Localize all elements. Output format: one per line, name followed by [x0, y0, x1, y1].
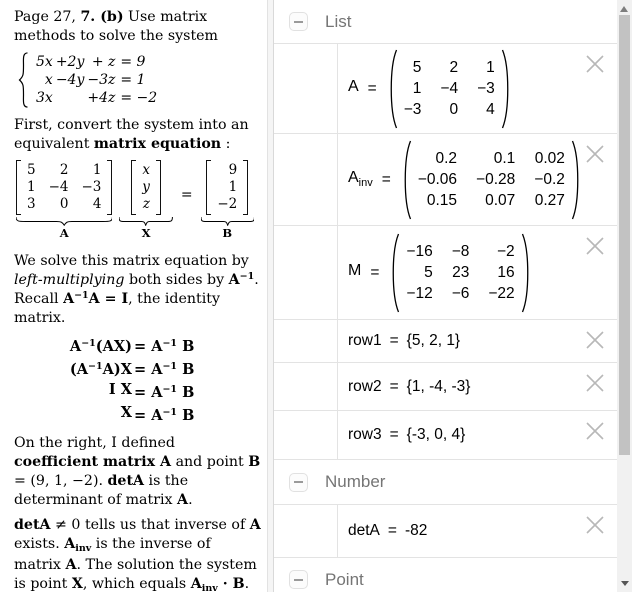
equals-sign: =	[381, 170, 391, 188]
equation-term: −3z	[87, 72, 116, 89]
close-icon	[584, 514, 606, 536]
item-name: row3	[348, 426, 382, 443]
derivation-rhs: = $A^{-1}$ B	[134, 406, 195, 424]
delete-item-button[interactable]	[584, 53, 606, 75]
equation-term: = 9	[120, 54, 146, 71]
note-paragraph-intro: Page 27, 7. (b) Use matrix methods to solve the system	[14, 9, 219, 45]
delete-item-button[interactable]	[584, 143, 606, 165]
matrix-values	[400, 238, 520, 307]
list-item-deta[interactable]	[274, 505, 617, 558]
derivation-line	[14, 357, 261, 380]
matrix-cell: −3	[477, 80, 495, 97]
marble-cell[interactable]	[274, 134, 338, 225]
matrix-cell: 3	[27, 196, 36, 213]
matrix-cell: −3	[403, 101, 422, 118]
item-expression	[338, 505, 617, 557]
matrix-cell: −6	[451, 285, 470, 302]
matrix-cell: 4	[486, 101, 495, 118]
equation-system-block	[18, 52, 261, 108]
delete-item-button[interactable]	[584, 235, 606, 257]
matrix-cell: 0.1	[493, 150, 516, 167]
equation-term	[56, 89, 85, 107]
scroll-thumb[interactable]	[619, 15, 630, 455]
item-name: M	[348, 262, 362, 280]
vector-x-braced	[119, 160, 172, 241]
equals-sign: =	[387, 522, 397, 539]
delete-item-button[interactable]	[584, 514, 606, 536]
matrix-cell: 0	[59, 196, 69, 213]
item-expression	[338, 411, 617, 459]
matrix-cell: x	[142, 162, 150, 179]
collapse-point-button[interactable]	[289, 570, 308, 589]
matrix-cell: −16	[406, 243, 433, 260]
close-icon	[584, 420, 606, 442]
delete-item-button[interactable]	[584, 329, 606, 351]
equals-sign: =	[389, 426, 399, 443]
algebra-panel	[274, 0, 617, 592]
item-value: {1, -4, -3}	[406, 377, 471, 395]
list-item-matrix-a[interactable]	[274, 44, 617, 134]
right-paren-icon	[521, 233, 532, 313]
list-item-row1[interactable]	[274, 320, 617, 363]
delete-item-button[interactable]	[584, 420, 606, 442]
left-paren-icon	[387, 49, 398, 129]
derivation-lhs: I X	[108, 380, 132, 398]
right-paren-icon	[501, 49, 512, 129]
underbrace-icon	[16, 217, 112, 226]
note-paragraph-det: detA ≠ 0 tells us that inverse of A exists. $A_{inv}$ is the inverse of matrix A. The solution the system is point X, which equals $A_{inv} \cdot B$.	[14, 516, 261, 592]
matrix-cell: 16	[497, 264, 515, 281]
derivation-rhs: = $A^{-1}$ B	[134, 337, 195, 355]
left-bracket-icon	[206, 160, 211, 215]
minus-icon	[294, 21, 303, 23]
item-name: detA	[348, 522, 380, 539]
vector-b	[206, 160, 248, 215]
underbrace-icon	[119, 217, 172, 226]
collapse-number-button[interactable]	[289, 473, 308, 492]
derivation-line	[14, 334, 261, 357]
matrix-cell: 0.02	[534, 150, 565, 167]
matrix-cell: 0	[449, 101, 459, 118]
matrix-cell: 0.27	[534, 192, 565, 209]
minus-icon	[294, 481, 303, 483]
item-expression	[338, 320, 617, 362]
right-bracket-icon	[243, 160, 248, 215]
equation-term: = −2	[120, 90, 158, 107]
equation-term: +2y	[55, 54, 85, 71]
matrix-cell: −0.28	[476, 171, 516, 188]
section-label-point: Point	[325, 569, 364, 589]
item-expression	[338, 44, 617, 133]
section-header-point	[274, 558, 617, 592]
matrix-cell: 1	[228, 179, 238, 196]
left-curly-brace-icon	[18, 52, 29, 108]
equals-sign: =	[389, 332, 399, 349]
note-paragraph-convert: First, convert the system into an equivalent matrix equation :	[14, 117, 249, 153]
matrix-cell: −4	[440, 80, 459, 97]
section-header-number	[274, 460, 617, 505]
item-expression	[338, 134, 617, 225]
matrix-a	[16, 160, 112, 215]
derivation-rhs: = $A^{-1}$ B	[134, 383, 195, 401]
matrix-cell: z	[142, 196, 150, 213]
section-label-number: Number	[325, 472, 386, 491]
matrix-cell: 1	[27, 179, 36, 196]
matrix-a-braced	[16, 160, 112, 241]
item-name: $A_{inv}$	[348, 169, 373, 190]
equation-term: −4y	[55, 72, 85, 89]
left-paren-icon	[389, 233, 400, 313]
equals-sign: =	[370, 263, 380, 281]
right-bracket-icon	[107, 160, 112, 215]
matrix-cell: −2	[217, 196, 238, 213]
vector-b-values	[214, 160, 240, 215]
matrix-values	[412, 145, 571, 214]
marble-cell[interactable]	[274, 226, 338, 319]
notes-panel	[0, 0, 267, 592]
derivation-rhs: = $A^{-1}$ B	[134, 360, 195, 378]
vector-b-label: B	[222, 226, 233, 241]
matrix-cell: −4	[48, 179, 69, 196]
vector-b-braced	[201, 160, 254, 241]
item-value: {5, 2, 1}	[406, 332, 461, 349]
derivation-lhs: $A^{-1}(AX)$	[69, 337, 132, 355]
marble-cell[interactable]	[274, 363, 338, 410]
item-value: -82	[404, 522, 428, 539]
panel-splitter[interactable]	[267, 0, 274, 592]
derivation-lhs: $(A^{-1}A)X$	[69, 360, 132, 378]
item-name: row2	[348, 377, 382, 395]
close-icon	[584, 329, 606, 351]
matrix-cell: −2	[496, 243, 515, 260]
vector-x	[131, 160, 161, 215]
equation-term: 3x	[36, 90, 53, 107]
list-item-matrix-ainv[interactable]	[274, 134, 617, 226]
matrix-cell: −3	[81, 179, 102, 196]
derivation-block	[14, 334, 261, 426]
close-icon	[584, 143, 606, 165]
matrix-cell: y	[142, 179, 150, 196]
equation-term: x	[44, 72, 53, 89]
vertical-scrollbar[interactable]	[617, 0, 632, 592]
matrix-cell: −12	[406, 285, 433, 302]
right-paren-icon	[571, 140, 582, 220]
item-name: row1	[348, 332, 382, 349]
delete-item-button[interactable]	[584, 372, 606, 394]
matrix-cell: 5	[424, 264, 433, 281]
item-value: {-3, 0, 4}	[406, 426, 466, 443]
item-expression	[338, 226, 617, 319]
matrix-cell: −22	[488, 285, 515, 302]
derivation-lhs: X	[120, 403, 132, 421]
matrix-cell: 0.2	[435, 150, 458, 167]
matrix-values	[398, 54, 501, 123]
matrix-cell: 0.15	[426, 192, 458, 209]
right-bracket-icon	[156, 160, 161, 215]
marble-cell[interactable]	[274, 505, 338, 557]
close-icon	[584, 372, 606, 394]
left-bracket-icon	[131, 160, 136, 215]
matrix-cell: 9	[228, 162, 238, 179]
equation-term: +4z	[87, 90, 116, 107]
matrix-cell: 1	[412, 80, 422, 97]
item-expression	[338, 363, 617, 410]
close-icon	[584, 235, 606, 257]
matrix-cell: 1	[486, 59, 495, 76]
derivation-line	[14, 403, 261, 426]
derivation-line	[14, 380, 261, 403]
matrix-cell: 5	[27, 162, 36, 179]
equals-sign: =	[389, 377, 399, 395]
matrix-cell: −0.2	[534, 171, 565, 188]
matrix-a-values	[24, 160, 104, 215]
section-label-list: List	[325, 11, 352, 31]
item-name: A	[348, 78, 359, 96]
note-paragraph-defined: On the right, I defined coefficient matrix A and point B = (9, 1, −2). detA is the determinant of matrix A.	[14, 434, 261, 508]
equals-sign: =	[367, 79, 377, 97]
minus-icon	[294, 579, 303, 581]
matrix-cell: −0.06	[417, 171, 458, 188]
underbrace-icon	[201, 217, 254, 226]
close-icon	[584, 53, 606, 75]
vector-x-label: X	[141, 226, 151, 241]
matrix-equation-block	[16, 160, 261, 241]
matrix-cell: 2	[59, 162, 69, 179]
matrix-cell: 23	[452, 264, 470, 281]
scroll-down-icon[interactable]	[621, 581, 629, 586]
vector-x-values	[139, 160, 153, 215]
matrix-cell: 5	[412, 59, 422, 76]
equation-term: = 1	[120, 72, 146, 89]
equals-sign: =	[180, 187, 193, 204]
note-paragraph-solve: We solve this matrix equation by left-multiplying both sides by $A^{-1}$. Recall $A^{-1}A = I$, the identity matrix.	[14, 252, 259, 326]
scroll-up-icon[interactable]	[620, 6, 628, 12]
matrix-cell: 4	[92, 196, 102, 213]
equation-term: 5x	[36, 54, 53, 71]
marble-cell[interactable]	[274, 320, 338, 362]
collapse-list-button[interactable]	[289, 12, 308, 31]
list-item-row2[interactable]	[274, 363, 617, 411]
list-item-row3[interactable]	[274, 411, 617, 460]
marble-cell[interactable]	[274, 44, 338, 133]
matrix-cell: 0.07	[485, 192, 516, 209]
matrix-cell: 1	[92, 162, 102, 179]
equation-system-table	[36, 53, 157, 107]
list-item-matrix-m[interactable]	[274, 226, 617, 320]
equation-term: + z	[91, 54, 116, 71]
left-bracket-icon	[16, 160, 21, 215]
matrix-cell: 2	[449, 59, 459, 76]
matrix-cell: −8	[451, 243, 470, 260]
left-paren-icon	[401, 140, 412, 220]
matrix-a-label: A	[59, 226, 69, 241]
section-header-list	[274, 0, 617, 44]
marble-cell[interactable]	[274, 411, 338, 459]
